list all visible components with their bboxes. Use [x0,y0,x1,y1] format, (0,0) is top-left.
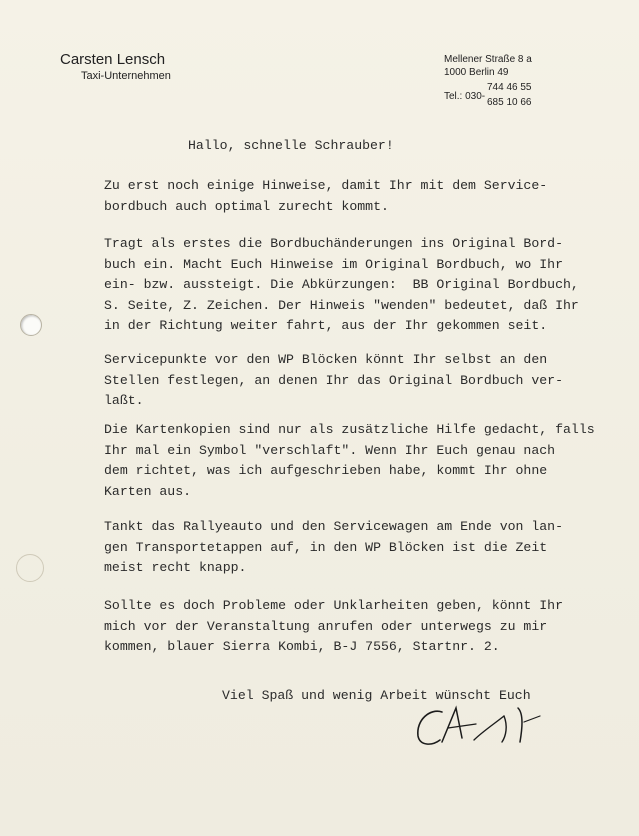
paragraph-2: Tragt als erstes die Bordbuchänderungen ins Original Bord- buch ein. Macht Euch Hinweise im Original Bordbuch, wo Ihr ein- bzw. aussteigt. Die Abkürzungen: BB Original Bordbuch, S. Seite, Z. Zeichen. Der Hinweis "wenden" bedeutet, daß Ihr in der Richtung weiter fahrt, aus der Ihr gekommen seit. [104,236,579,333]
paragraph-6: Sollte es doch Probleme oder Unklarheiten geben, könnt Ihr mich vor der Veranstaltung anrufen oder unterwegs zu mir kommen, blauer Sierra Kombi, B-J 7556, Startnr. 2. [104,598,563,654]
punch-hole-top [20,314,42,336]
paragraph-5: Tankt das Rallyeauto und den Servicewagen am Ende von lan- gen Transportetappen auf, in den WP Blöcken ist die Zeit meist recht knapp. [104,519,563,575]
phone-number-1: 744 46 55 [487,82,532,93]
paragraph-1: Zu erst noch einige Hinweise, damit Ihr mit dem Service- bordbuch auch optimal zurecht kommt. [104,178,548,214]
sender-street: Mellener Straße 8 a [444,54,532,65]
sender-business: Taxi-Unternehmen [81,70,171,82]
sender-city: 1000 Berlin 49 [444,67,509,78]
phone-number-2: 685 10 66 [487,97,532,108]
closing: Viel Spaß und wenig Arbeit wünscht Euch [222,688,531,703]
punch-hole-mark [16,554,44,582]
signature [412,702,547,750]
paragraph-3: Servicepunkte vor den WP Blöcken könnt Ihr selbst an den Stellen festlegen, an denen Ihr das Original Bordbuch ver- laßt. [104,352,563,408]
phone-label: Tel.: 030- [444,91,486,102]
paragraph-4: Die Kartenkopien sind nur als zusätzliche Hilfe gedacht, falls Ihr mal ein Symbol "verschlaft". Wenn Ihr Euch genau nach dem richtet, was ich aufgeschrieben habe, kommt Ihr ohne Karten aus. [104,422,595,499]
sender-name: Carsten Lensch [60,51,166,68]
greeting: Hallo, schnelle Schrauber! [188,138,394,153]
